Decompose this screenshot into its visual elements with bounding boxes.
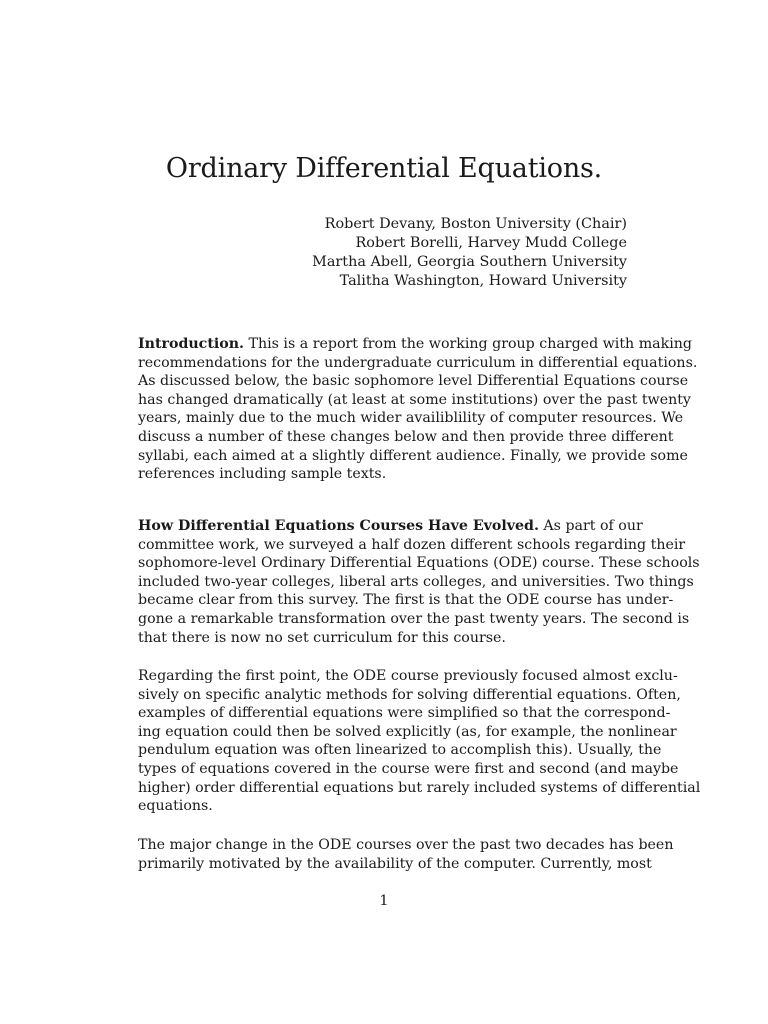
- text-line: sively on specific analytic methods for solving differential equations. Often,: [138, 686, 681, 703]
- text-line: years, mainly due to the much wider availiblility of computer resources. We: [138, 410, 684, 427]
- author-line: Martha Abell, Georgia Southern University: [312, 254, 627, 270]
- major-change-paragraph: [138, 836, 674, 873]
- text-line: ing equation could then be solved explicitly (as, for example, the nonlinear: [138, 723, 677, 740]
- text-segment: As part of our: [543, 518, 643, 534]
- document-title: Ordinary Differential Equations.: [165, 153, 603, 184]
- text-line: pendulum equation was often linearized to accomplish this). Usually, the: [138, 742, 662, 759]
- text-line: types of equations covered in the course were first and second (and maybe: [138, 760, 679, 777]
- text-line: became clear from this survey. The first is that the ODE course has under-: [138, 592, 674, 609]
- author-line: Robert Devany, Boston University (Chair): [324, 216, 627, 232]
- text-line: references including sample texts.: [138, 466, 387, 483]
- text-line: As discussed below, the basic sophomore level Differential Equations course: [138, 373, 689, 390]
- text-line: has changed dramatically (at least at some institutions) over the past twenty: [138, 391, 691, 408]
- text-segment: This is a report from the working group charged with making: [248, 336, 692, 352]
- text-line: equations.: [138, 798, 213, 815]
- text-line: higher) order differential equations but rarely included systems of differential: [138, 779, 701, 796]
- evolved-paragraph: [138, 517, 700, 647]
- evolved-heading: How Differential Equations Courses Have Evolved.: [138, 518, 539, 534]
- text-line: committee work, we surveyed a half dozen different schools regarding their: [138, 536, 686, 553]
- text-line: examples of differential equations were simplified so that the correspond-: [138, 705, 671, 722]
- page-number: 1: [379, 893, 389, 909]
- text-line: syllabi, each aimed at a slightly different audience. Finally, we provide some: [138, 447, 688, 464]
- introduction-paragraph: [138, 335, 698, 484]
- text-line: [138, 335, 692, 354]
- author-list: [312, 215, 627, 291]
- text-line: included two-year colleges, liberal arts colleges, and universities. Two things: [138, 573, 694, 590]
- text-line: The major change in the ODE courses over the past two decades has been: [138, 837, 674, 853]
- introduction-heading: Introduction.: [138, 336, 244, 352]
- text-line: primarily motivated by the availability of the computer. Currently, most: [138, 855, 652, 872]
- author-line: Talitha Washington, Howard University: [339, 273, 627, 289]
- author-line: Robert Borelli, Harvey Mudd College: [355, 235, 627, 251]
- text-line: that there is now no set curriculum for this course.: [138, 629, 506, 646]
- text-line: sophomore-level Ordinary Differential Equations (ODE) course. These schools: [138, 555, 700, 572]
- text-line: [138, 517, 643, 536]
- first-point-paragraph: [138, 667, 701, 816]
- text-line: Regarding the first point, the ODE course previously focused almost exclu-: [138, 668, 678, 684]
- text-line: gone a remarkable transformation over the past twenty years. The second is: [138, 610, 690, 627]
- text-line: recommendations for the undergraduate curriculum in differential equations.: [138, 354, 698, 371]
- text-line: discuss a number of these changes below and then provide three different: [138, 428, 674, 445]
